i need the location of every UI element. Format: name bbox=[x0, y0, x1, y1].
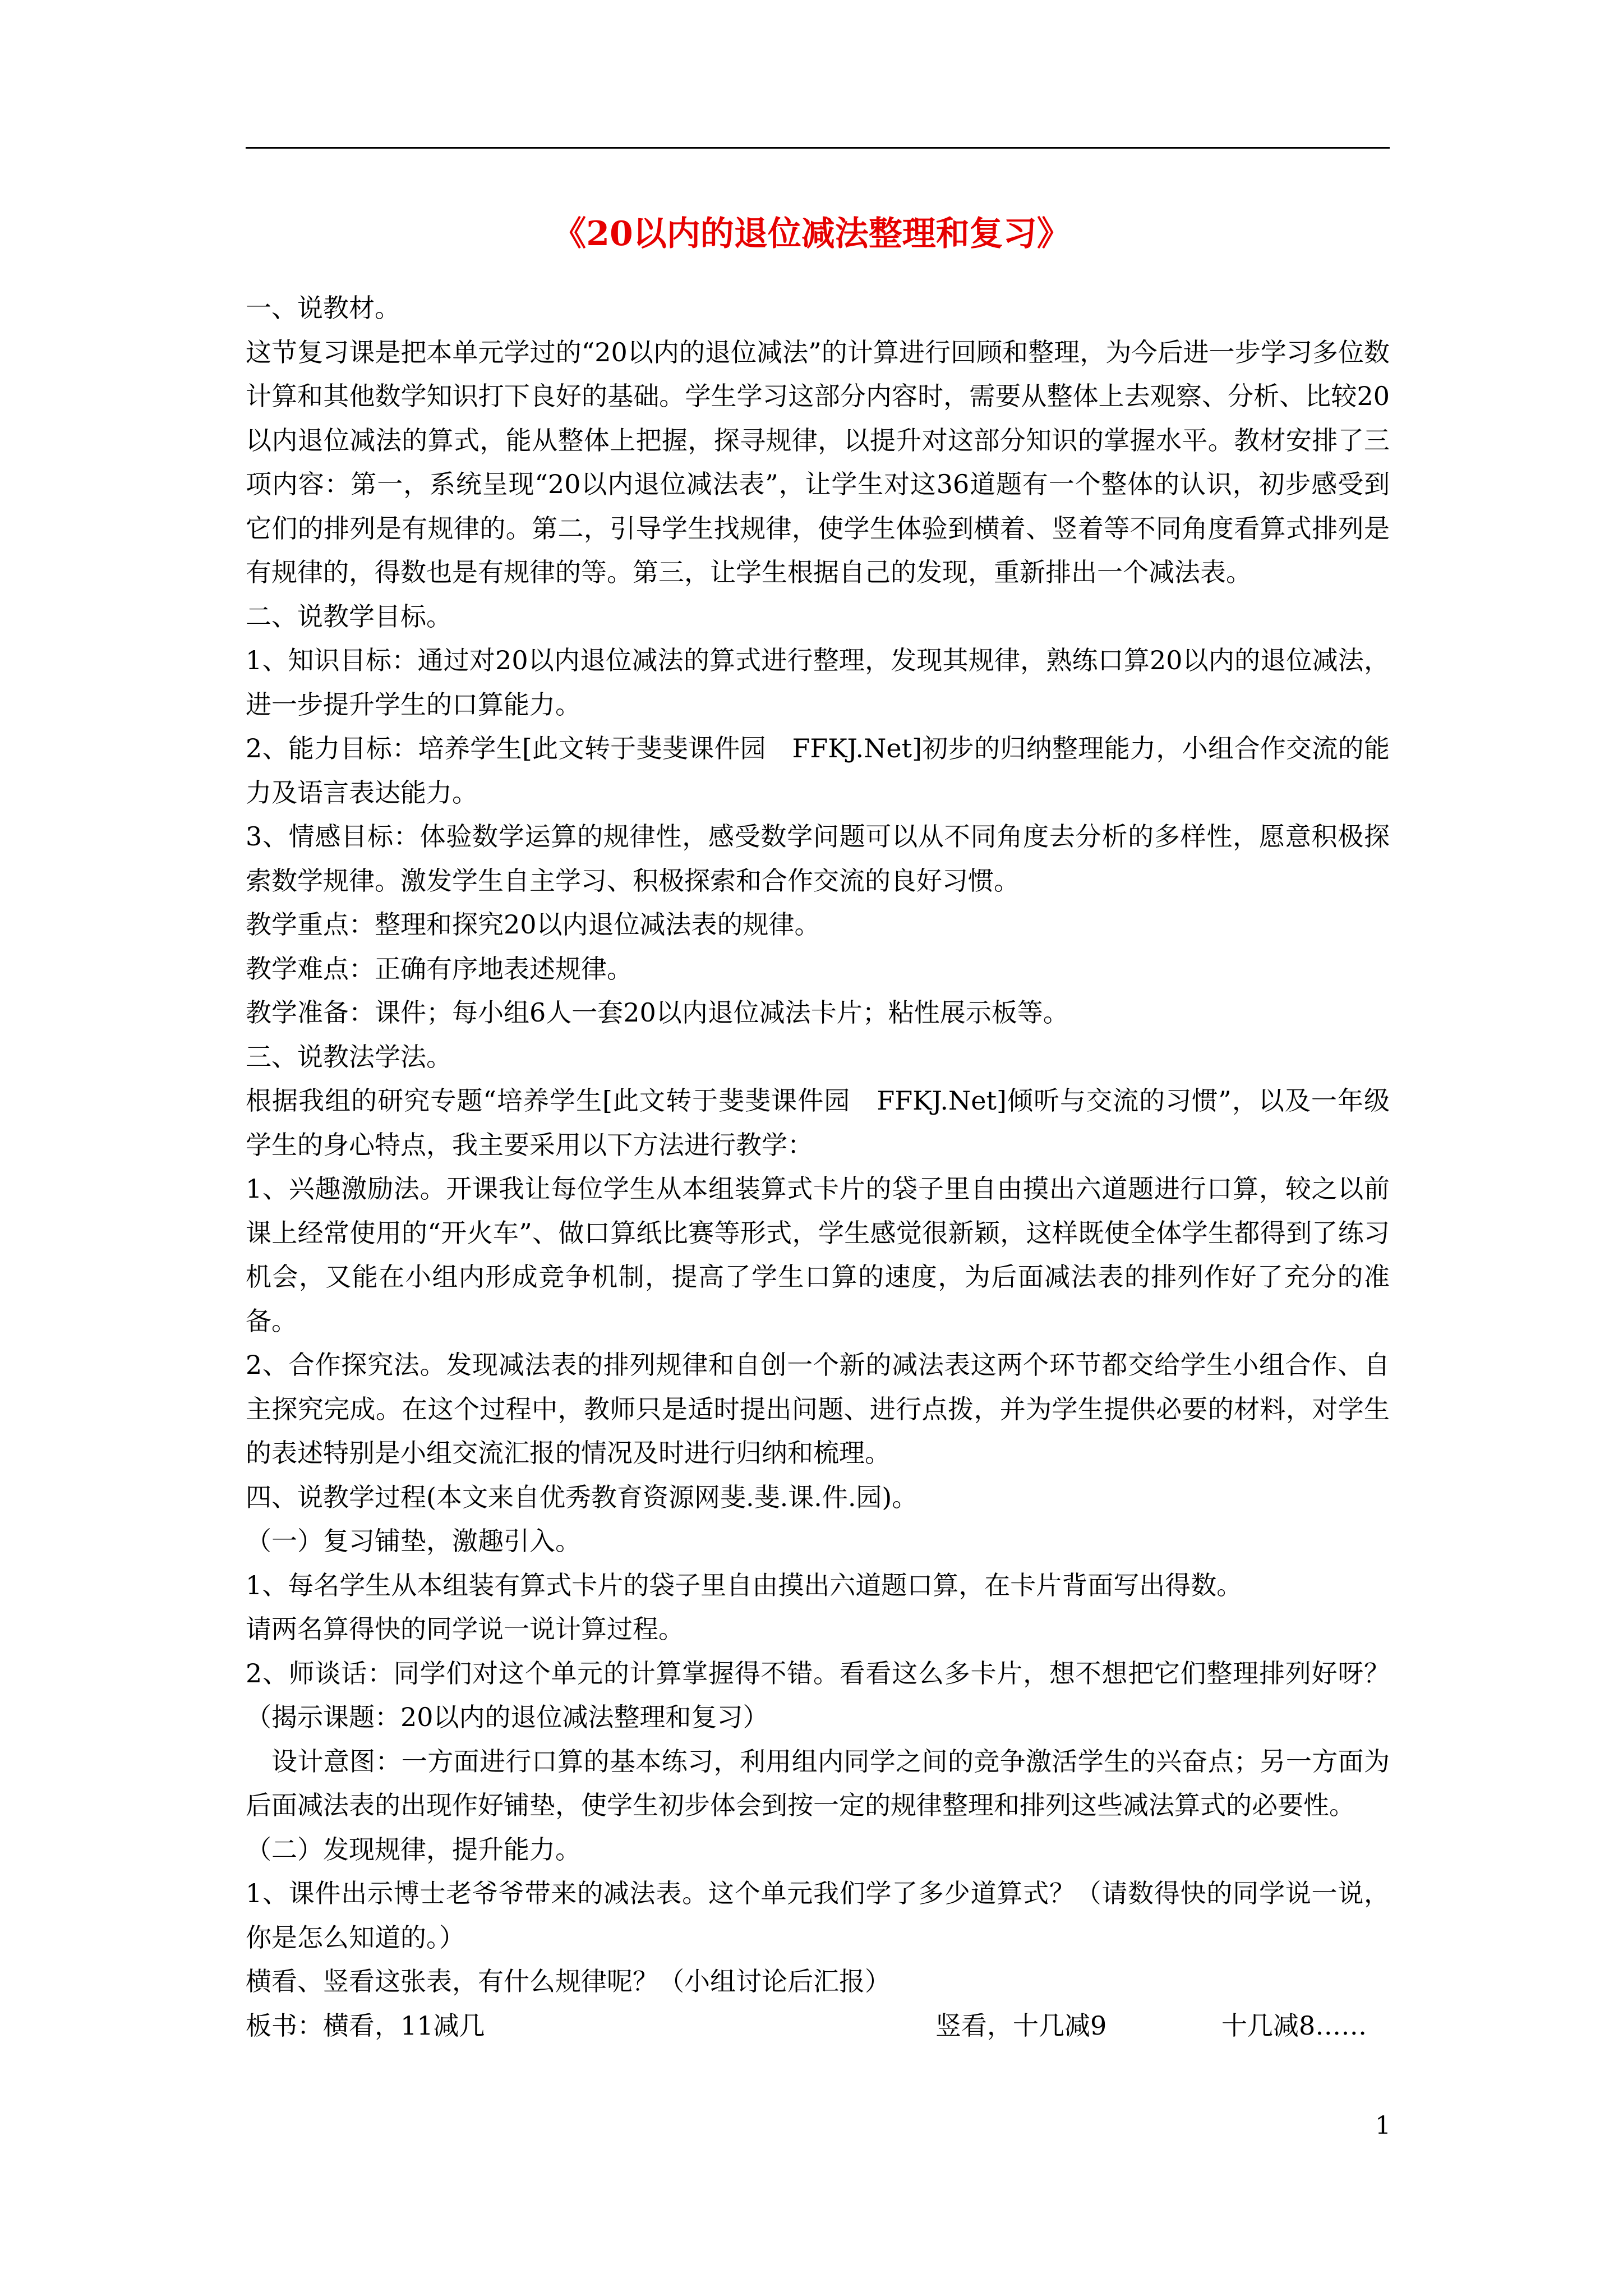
teaching-difficulty: 教学难点：正确有序地表述规律。 bbox=[246, 953, 633, 984]
method-cooperation: 2、合作探究法。发现减法表的排列规律和自创一个新的减法表这两个环节都交给学生小组合作、自主探究完成。在这个过程中，教师只是适时提出问题、进行点拨，并为学生提供必要的材料，对学生的表述特别是小组交流汇报的情况及时进行归纳和梳理。 bbox=[246, 1350, 1390, 1468]
subheading-discover: （二）发现规律，提升能力。 bbox=[246, 1834, 581, 1865]
goal-emotion: 3、情感目标：体验数学运算的规律性，感受数学问题可以从不同角度去分析的多样性，愿意积极探索数学规律。激发学生自主学习、积极探索和合作交流的良好习惯。 bbox=[246, 821, 1390, 896]
section-heading-4: 四、说教学过程(本文来自优秀教育资源网斐.斐.课.件.园)。 bbox=[246, 1481, 918, 1512]
paragraph-textbook: 这节复习课是把本单元学过的“20以内的退位减法”的计算进行回顾和整理，为今后进一步学习多位数计算和其他数学知识打下良好的基础。学生学习这部分内容时，需要从整体上去观察、分析、比较20以内退位减法的算式，能从整体上把握，探寻规律，以提升对这部分知识的掌握水平。教材安排了三项内容：第一，系统呈现“20以内退位减法表”，让学生对这36道题有一个整体的认识，初步感受到它们的排列是有规律的。第二，引导学生找规律，使学生体验到横着、竖着等不同角度看算式排列是有规律的，得数也是有规律的等。第三，让学生根据自己的发现，重新排出一个减法表。 bbox=[246, 337, 1390, 587]
paragraph-methods-intro: 根据我组的研究专题“培养学生[此文转于斐斐课件园 FFKJ.Net]倾听与交流的习惯”，以及一年级学生的身心特点，我主要采用以下方法进行教学： bbox=[246, 1085, 1390, 1160]
method-interest: 1、兴趣激励法。开课我让每位学生从本组装算式卡片的袋子里自由摸出六道题进行口算，较之以前课上经常使用的“开火车”、做口算纸比赛等形式，学生感觉很新颖，这样既使全体学生都得到了练习机会，又能在小组内形成竞争机制，提高了学生口算的速度，为后面减法表的排列作好了充分的准备。 bbox=[246, 1174, 1390, 1336]
board-mid: 竖看，十几减9 bbox=[935, 2010, 1107, 2041]
section-heading-2: 二、说教学目标。 bbox=[246, 601, 452, 632]
review-item-1: 1、每名学生从本组装有算式卡片的袋子里自由摸出六道题口算，在卡片背面写出得数。 bbox=[246, 1570, 1243, 1600]
header-rule bbox=[246, 147, 1390, 149]
teaching-key-point: 教学重点：整理和探究20以内退位减法表的规律。 bbox=[246, 909, 820, 940]
goal-knowledge: 1、知识目标：通过对20以内退位减法的算式进行整理，发现其规律，熟练口算20以内的退位减法，进一步提升学生的口算能力。 bbox=[246, 645, 1390, 720]
review-item-1b: 请两名算得快的同学说一说计算过程。 bbox=[246, 1614, 684, 1644]
subheading-review: （一）复习铺垫，激趣引入。 bbox=[246, 1526, 581, 1556]
goal-ability: 2、能力目标：培养学生[此文转于斐斐课件园 FFKJ.Net]初步的归纳整理能力，小组合作交流的能力及语言表达能力。 bbox=[246, 733, 1390, 808]
section-heading-3: 三、说教法学法。 bbox=[246, 1041, 452, 1072]
document-body bbox=[246, 286, 1390, 2047]
discover-item-1: 1、课件出示博士老爷爷带来的减法表。这个单元我们学了多少道算式？（请数得快的同学说一说，你是怎么知道的。） bbox=[246, 1878, 1390, 1953]
board-notes bbox=[246, 2004, 1390, 2048]
page-number: 1 bbox=[1375, 2111, 1391, 2140]
board-left: 板书：横看，11减几 bbox=[246, 2010, 485, 2041]
review-item-2: 2、师谈话：同学们对这个单元的计算掌握得不错。看看这么多卡片，想不想把它们整理排列好呀？（揭示课题：20以内的退位减法整理和复习） bbox=[246, 1658, 1390, 1732]
board-right: 十几减8…… bbox=[1221, 2010, 1367, 2041]
teaching-preparation: 教学准备：课件；每小组6人一套20以内退位减法卡片；粘性展示板等。 bbox=[246, 997, 1069, 1028]
design-intent: 设计意图：一方面进行口算的基本练习，利用组内同学之间的竞争激活学生的兴奋点；另一方面为后面减法表的出现作好铺垫，使学生初步体会到按一定的规律整理和排列这些减法算式的必要性。 bbox=[246, 1746, 1390, 1820]
document-title: 《20以内的退位减法整理和复习》 bbox=[552, 214, 1071, 254]
discover-item-1b: 横看、竖看这张表，有什么规律呢？（小组讨论后汇报） bbox=[246, 1966, 891, 1996]
section-heading-1: 一、说教材。 bbox=[246, 293, 400, 323]
